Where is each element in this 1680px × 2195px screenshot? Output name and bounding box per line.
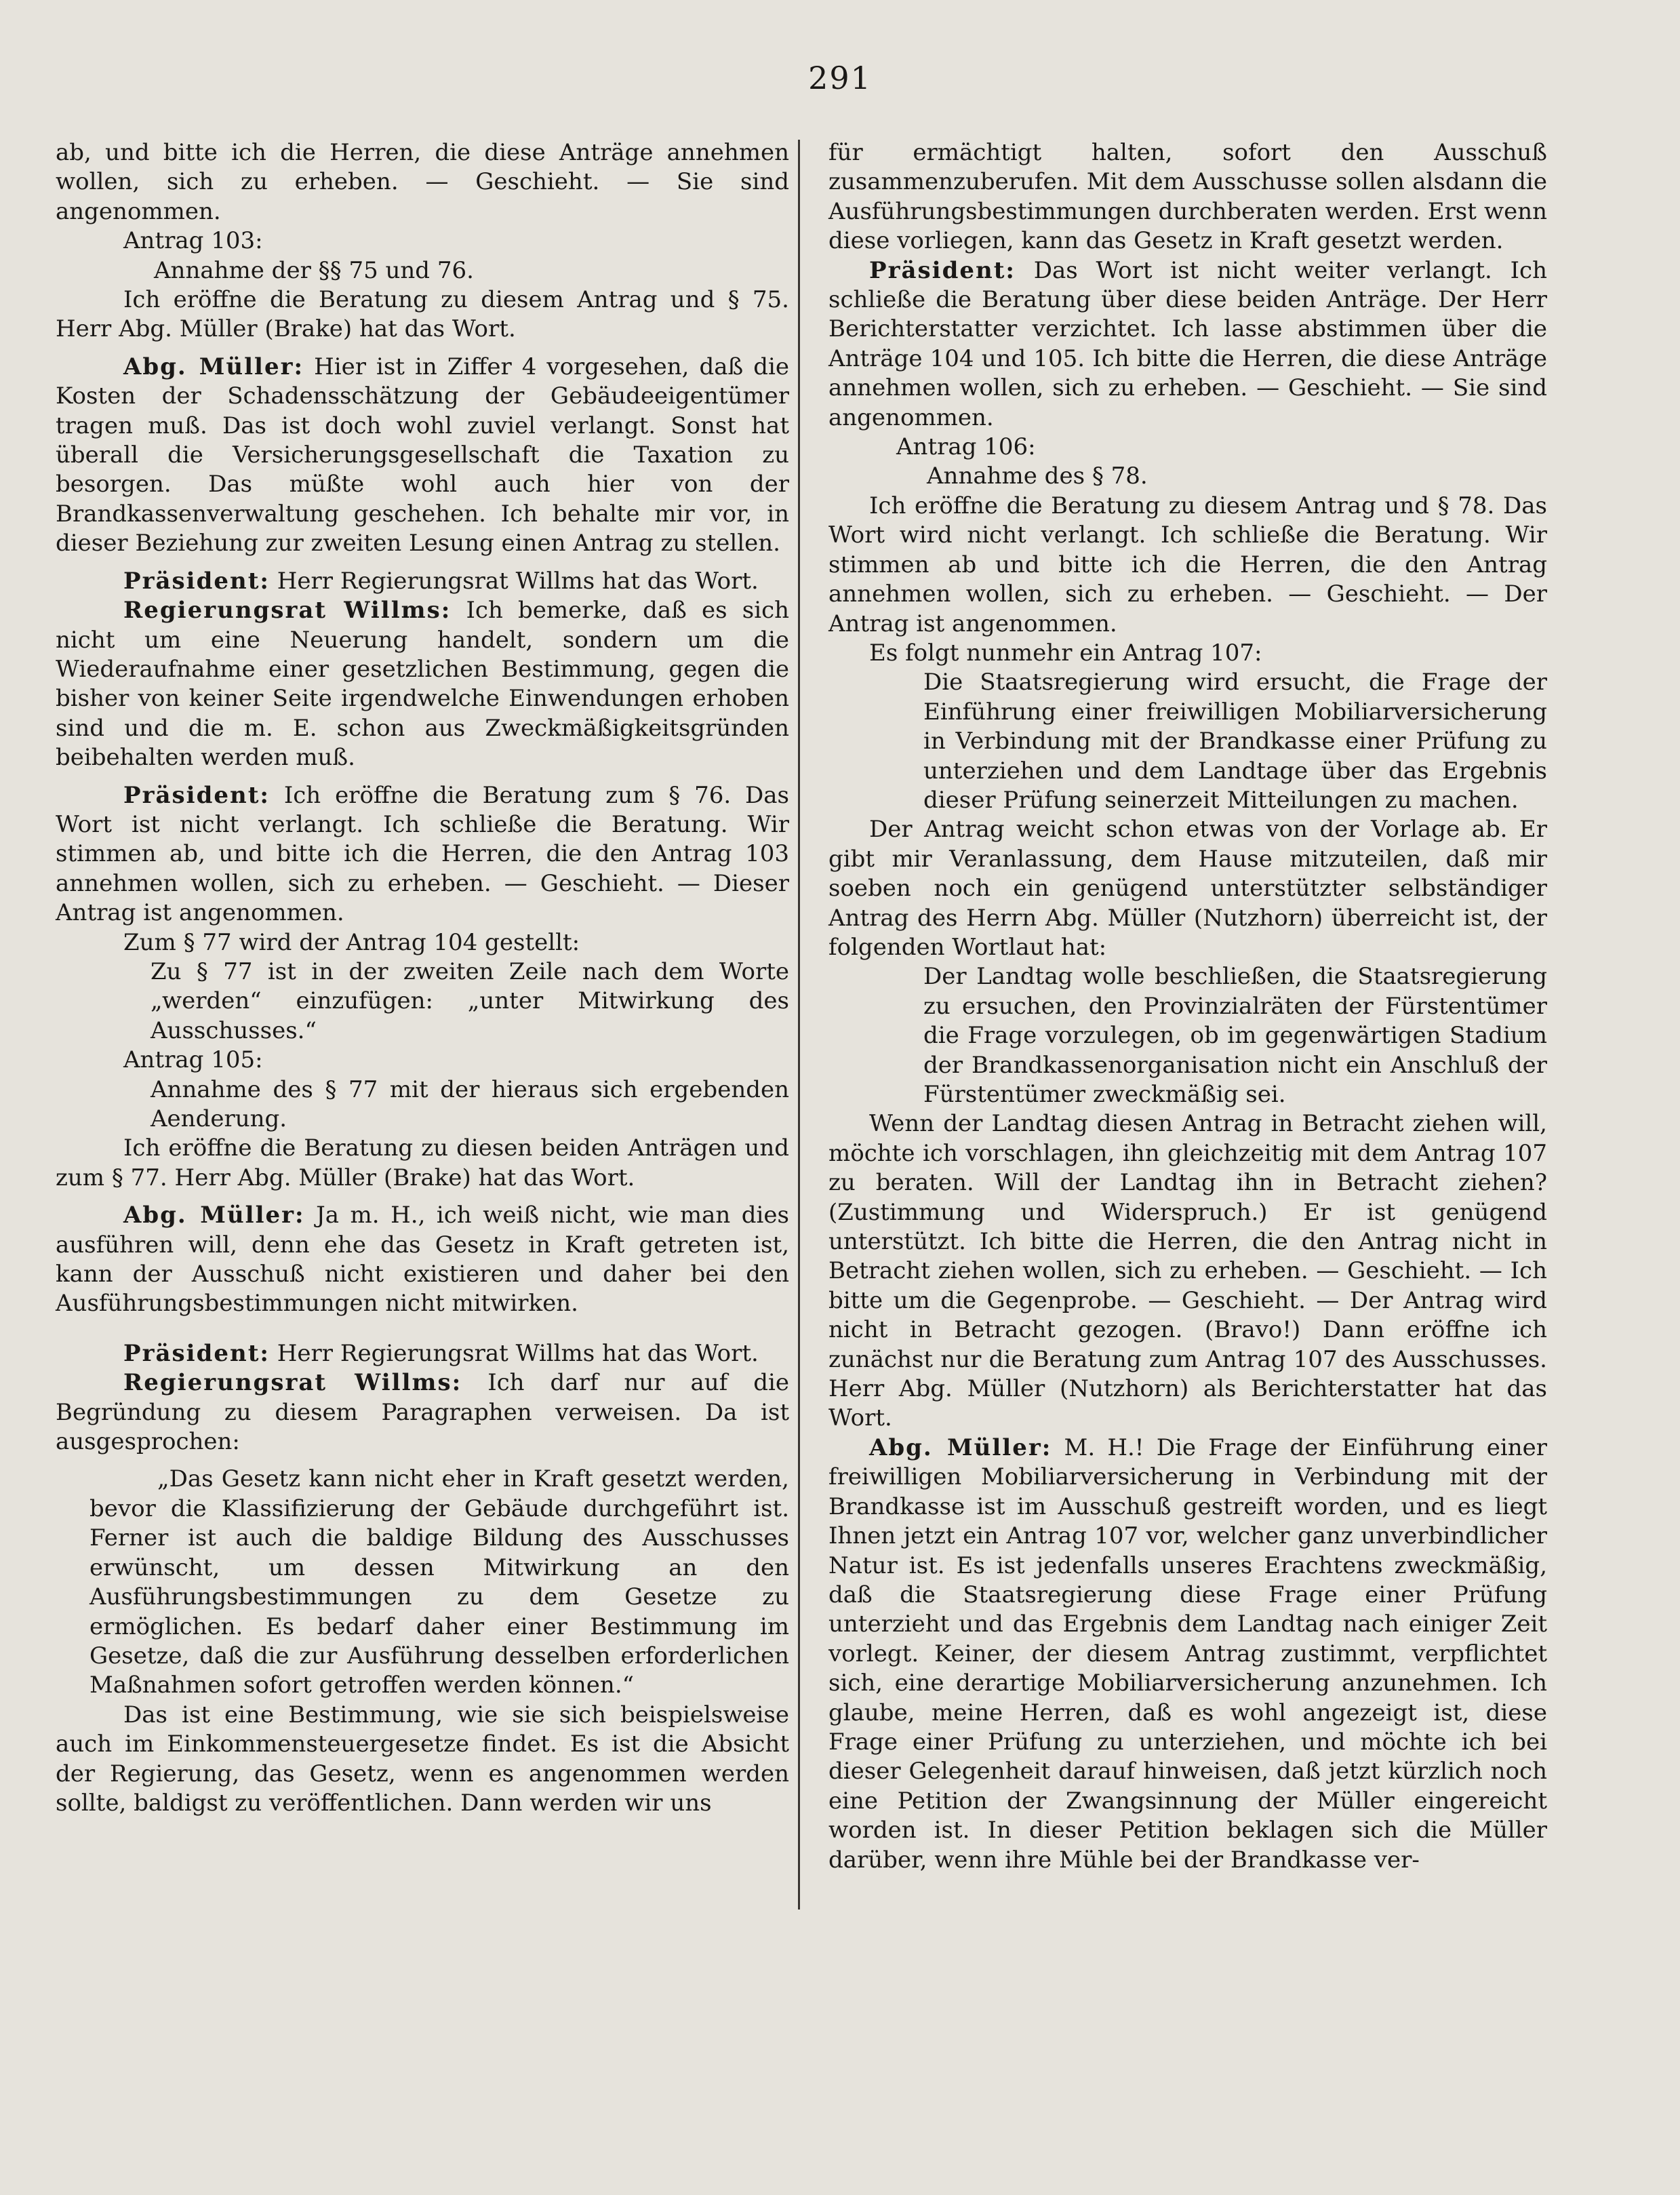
speech-text: Das Wort ist nicht weiter verlangt. Ich schließe die Beratung über diese beiden Anträge. Der Herr Berichterstatter verzichtet. Ich lasse abstimmen über die Anträge 104 und 105. Ich bitte die Herren, die diese Anträge annehmen wollen, sich zu erheben. — Geschieht. — Sie sind angenommen.	[828, 256, 1547, 431]
paragraph: Wenn der Landtag diesen Antrag in Betracht ziehen will, möchte ich vorschlagen, ihn gleichzeitig mit dem Antrag 107 zu beraten. Will der Landtag ihn in Betracht ziehen? (Zustimmung und Widerspruch.) Er ist genügend unterstützt. Ich bitte die Herren, die den Antrag nicht in Betracht ziehen wollen, sich zu erheben. — Geschieht. — Ich bitte um die Gegenprobe. — Geschieht. — Der Antrag wird nicht in Betracht gezogen. (Bravo!) Dann eröffne ich zunächst nur die Beratung zum Antrag 107 des Ausschusses. Herr Abg. Müller (Nutzhorn) als Berichterstatter hat das Wort.	[828, 1110, 1547, 1432]
page-number: 291	[808, 60, 872, 96]
paragraph: Das ist eine Bestimmung, wie sie sich beispielsweise auch im Einkommensteuergesetze findet. Es ist die Absicht der Regierung, das Gesetz, wenn es angenommen werden sollte, baldigst zu veröffentlichen. Dann werden wir uns	[56, 1701, 789, 1817]
speaker-name: Regierungsrat Willms:	[123, 597, 452, 625]
paragraph: ab, und bitte ich die Herren, die diese Anträge annehmen wollen, sich zu erheben. — Geschieht. — Sie sind angenommen.	[56, 139, 789, 225]
speech-text: Ja m. H., ich weiß nicht, wie man dies ausführen will, denn ehe das Gesetz in Kraft getreten ist, kann der Ausschuß nicht existieren und daher bei den Ausführungsbestimmungen nicht mitwirken.	[56, 1202, 789, 1318]
paragraph: für ermächtigt halten, sofort den Ausschuß zusammenzuberufen. Mit dem Ausschusse sollen alsdann die Ausführungsbestimmungen durchberaten werden. Erst wenn diese vorliegen, kann das Gesetz in Kraft gesetzt werden.	[828, 139, 1547, 255]
motion-text: Der Landtag wolle beschließen, die Staatsregierung zu ersuchen, den Provinzialräten der Fürstentümer die Frage vorzulegen, ob im gegenwärtigen Stadium der Brandkassenorganisation nicht ein Anschluß der Fürstentümer zweckmäßig sei.	[923, 963, 1547, 1108]
speech-text: Ich eröffne die Beratung zum § 76. Das Wort ist nicht verlangt. Ich schließe die Beratung. Wir stimmen ab, und bitte ich die Herren, die den Antrag 103 annehmen wollen, sich zu erheben. — Geschieht. — Dieser Antrag ist angenommen.	[56, 781, 789, 927]
speech	[56, 781, 789, 928]
speech	[56, 1368, 789, 1457]
speech	[56, 1201, 789, 1319]
speech	[828, 256, 1547, 433]
paragraph: Zum § 77 wird der Antrag 104 gestellt:	[123, 928, 580, 956]
left-column	[56, 138, 789, 1818]
quotation: „Das Gesetz kann nicht eher in Kraft gesetzt werden, bevor die Klassifizierung der Gebäude durchgeführt ist. Ferner ist auch die baldige Bildung des Ausschusses erwünscht, um dessen Mitwirkung an den Ausführungsbestimmungen zu dem Gesetze zu ermöglichen. Es bedarf daher einer Bestimmung im Gesetze, daß die zur Ausführung desselben erforderlichen Maßnahmen sofort getroffen werden können.“	[89, 1465, 789, 1699]
speech-text: Hier ist in Ziffer 4 vorgesehen, daß die Kosten der Schadensschätzung der Gebäudeeigentümer tragen muß. Das ist doch wohl zuviel verlangt. Sonst hat überall die Versicherungsgesellschaft die Taxation zu besorgen. Das müßte wohl auch hier von der Brandkassenverwaltung geschehen. Ich behalte mir vor, in dieser Beziehung zur zweiten Lesung einen Antrag zu stellen.	[56, 353, 789, 557]
speech	[56, 596, 789, 772]
speech	[828, 1433, 1547, 1875]
speaker-name: Regierungsrat Willms:	[123, 1369, 462, 1397]
speaker-name: Präsident:	[123, 567, 270, 595]
speech	[56, 567, 789, 596]
paragraph: Der Antrag weicht schon etwas von der Vorlage ab. Er gibt mir Veranlassung, dem Hause mitzuteilen, daß mir soeben noch ein genügend unterstützter selbständiger Antrag des Herrn Abg. Müller (Nutzhorn) überreicht ist, der folgenden Wortlaut hat:	[828, 816, 1547, 961]
motion-text: Zu § 77 ist in der zweiten Zeile nach dem Worte „werden“ einzufügen: „unter Mitwirkung des Ausschusses.“	[151, 957, 789, 1044]
speech-text: Ich darf nur auf die Begründung zu diesem Paragraphen verweisen. Da ist ausgesprochen:	[56, 1369, 790, 1456]
right-column	[828, 138, 1547, 1875]
motion-heading: Antrag 103:	[123, 227, 263, 255]
paragraph: Ich eröffne die Beratung zu diesen beiden Anträgen und zum § 77. Herr Abg. Müller (Brake) hat das Wort.	[56, 1134, 789, 1191]
speech-text: M. H.! Die Frage der Einführung einer freiwilligen Mobiliarversicherung in Verbindung mit der Brandkasse ist im Ausschuß gestreift worden, und es liegt Ihnen jetzt ein Antrag 107 vor, welcher ganz unverbindlicher Natur ist. Es ist jedenfalls unseres Erachtens zweckmäßig, daß die Staatsregierung diese Frage einer Prüfung unterzieht und das Ergebnis dem Landtag nach einiger Zeit vorlegt. Keiner, der diesem Antrag zustimmt, verpflichtet sich, eine derartige Mobiliarversicherung anzunehmen. Ich glaube, meine Herren, daß es wohl angezeigt ist, diese Frage einer Prüfung zu unterziehen, und möchte ich bei dieser Gelegenheit darauf hinweisen, daß jetzt kürzlich noch eine Petition der Zwangsinnung der Müller eingereicht worden ist. In dieser Petition beklagen sich die Müller darüber, wenn ihre Mühle bei der Brandkasse ver-	[828, 1433, 1547, 1874]
motion-text: Annahme der §§ 75 und 76.	[154, 256, 474, 284]
speaker-name: Abg. Müller:	[123, 1202, 305, 1229]
speech-text: Herr Regierungsrat Willms hat das Wort.	[277, 567, 759, 595]
speaker-name: Abg. Müller:	[123, 353, 304, 380]
speech	[56, 1339, 789, 1368]
motion-text: Die Staatsregierung wird ersucht, die Frage der Einführung einer freiwilligen Mobiliarversicherung in Verbindung mit der Brandkasse einer Prüfung zu unterziehen und dem Landtage über das Ergebnis dieser Prüfung seinerzeit Mitteilungen zu machen.	[923, 669, 1547, 814]
speech-text: Ich bemerke, daß es sich nicht um eine Neuerung handelt, sondern um die Wiederaufnahme einer gesetzlichen Bestimmung, gegen die bisher von keiner Seite irgendwelche Einwendungen erhoben sind und die m. E. schon aus Zweckmäßigkeitsgründen beibehalten werden muß.	[56, 597, 790, 772]
speaker-name: Abg. Müller:	[869, 1433, 1052, 1461]
motion-text: Annahme des § 78.	[927, 462, 1148, 490]
speaker-name: Präsident:	[123, 1339, 270, 1367]
speaker-name: Präsident:	[123, 781, 270, 809]
paragraph: Ich eröffne die Beratung zu diesem Antrag und § 78. Das Wort wird nicht verlangt. Ich schließe die Beratung. Wir stimmen ab und bitte ich die Herren, die den Antrag annehmen wollen, sich zu erheben. — Geschieht. — Der Antrag ist angenommen.	[828, 492, 1547, 637]
speech-text: Herr Regierungsrat Willms hat das Wort.	[277, 1339, 759, 1367]
motion-text: Annahme des § 77 mit der hieraus sich ergebenden Aenderung.	[151, 1075, 789, 1132]
speech	[56, 353, 789, 559]
column-divider	[798, 140, 800, 1910]
speaker-name: Präsident:	[869, 256, 1016, 284]
paragraph: Ich eröffne die Beratung zu diesem Antrag und § 75. Herr Abg. Müller (Brake) hat das Wort.	[56, 286, 789, 343]
motion-heading: Antrag 105:	[123, 1046, 263, 1074]
paragraph: Es folgt nunmehr ein Antrag 107:	[869, 639, 1262, 667]
motion-heading: Antrag 106:	[896, 433, 1036, 461]
